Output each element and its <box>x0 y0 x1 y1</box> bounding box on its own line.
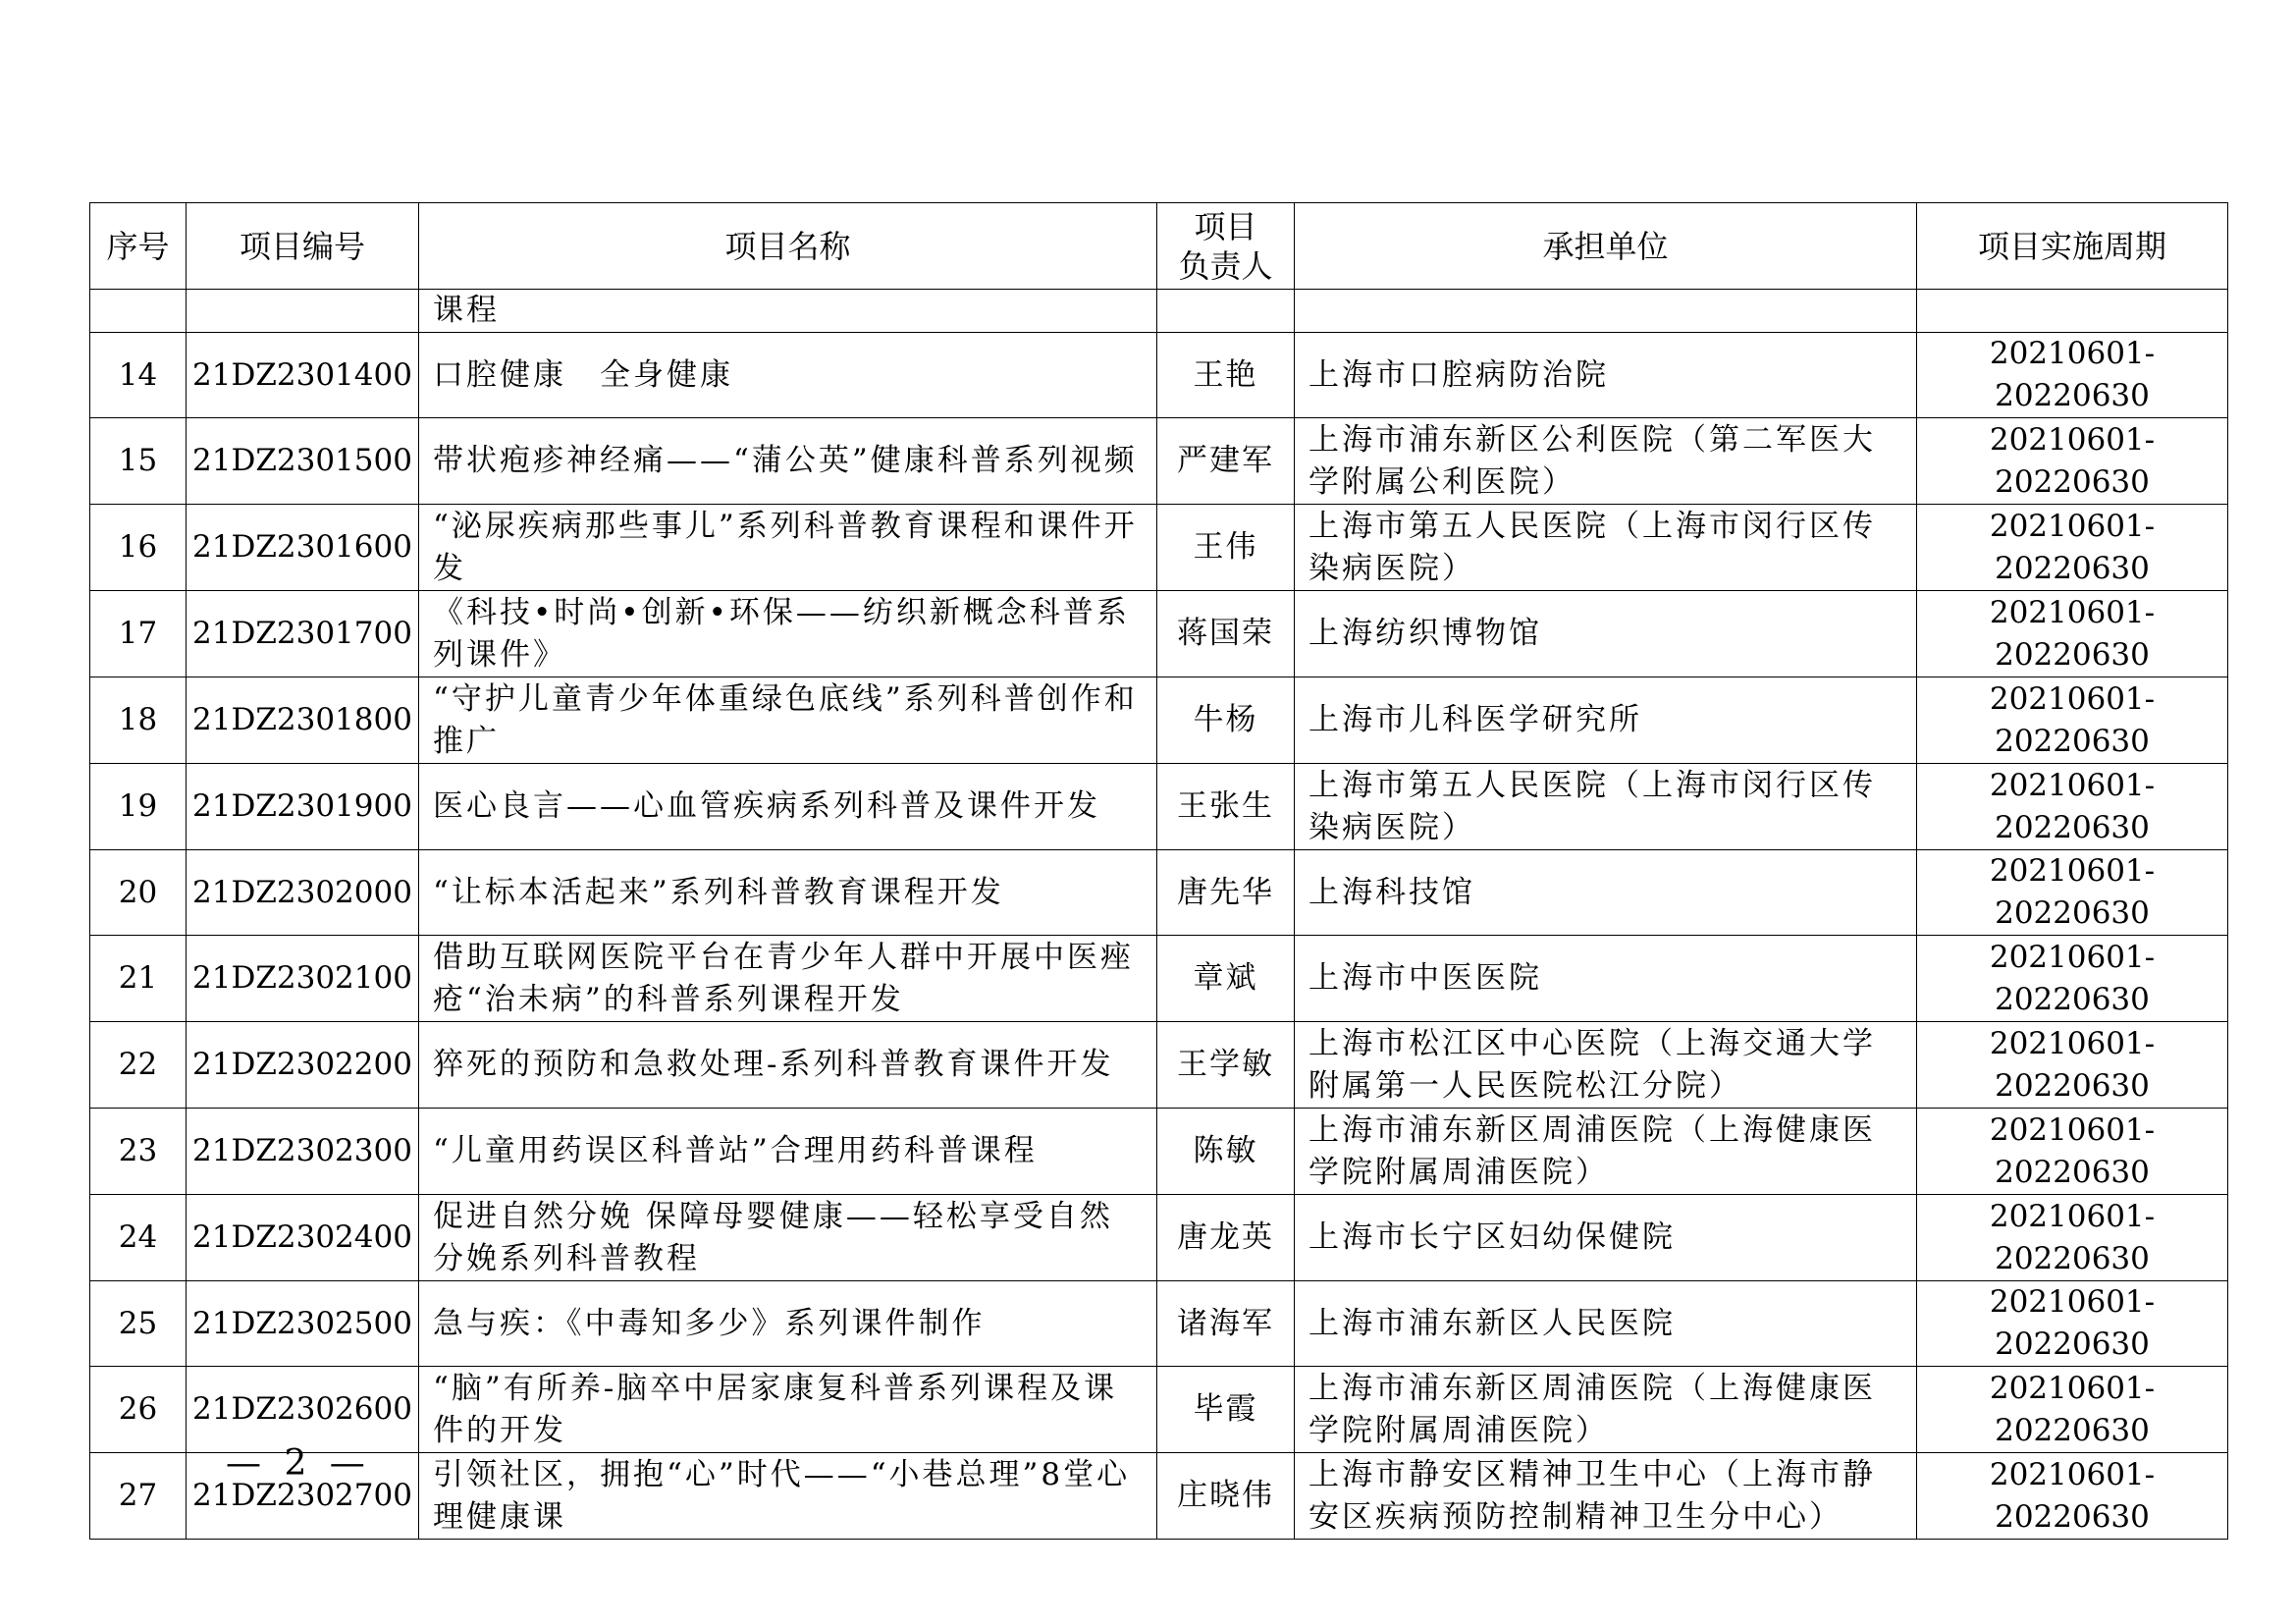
cell-code: 21DZ2302000 <box>187 850 419 936</box>
table-row <box>90 418 2228 505</box>
table-row-continuation <box>90 290 2228 333</box>
cell-period: 20210601-20220630 <box>1917 333 2228 418</box>
cell-code: 21DZ2302600 <box>187 1367 419 1453</box>
cell-leader <box>1157 290 1295 333</box>
cell-period: 20210601-20220630 <box>1917 1367 2228 1453</box>
cell-code: 21DZ2301400 <box>187 333 419 418</box>
cell-name: 口腔健康 全身健康 <box>419 333 1157 418</box>
cell-name: “儿童用药误区科普站”合理用药科普课程 <box>419 1109 1157 1195</box>
cell-leader: 王艳 <box>1157 333 1295 418</box>
cell-index: 25 <box>90 1281 187 1367</box>
cell-code: 21DZ2302400 <box>187 1195 419 1281</box>
table-body <box>90 290 2228 1540</box>
cell-index: 15 <box>90 418 187 505</box>
cell-period: 20210601-20220630 <box>1917 1281 2228 1367</box>
cell-leader: 蒋国荣 <box>1157 591 1295 677</box>
cell-period <box>1917 290 2228 333</box>
cell-leader: 王伟 <box>1157 505 1295 591</box>
cell-name: 引领社区，拥抱“心”时代——“小巷总理”8堂心理健康课 <box>419 1453 1157 1540</box>
cell-period: 20210601-20220630 <box>1917 1195 2228 1281</box>
cell-name: 课程 <box>419 290 1157 333</box>
header-org: 承担单位 <box>1295 203 1917 290</box>
table-row <box>90 1195 2228 1281</box>
header-code: 项目编号 <box>187 203 419 290</box>
cell-org: 上海市儿科医学研究所 <box>1295 677 1917 764</box>
cell-code: 21DZ2302500 <box>187 1281 419 1367</box>
cell-name: 借助互联网医院平台在青少年人群中开展中医痤疮“治未病”的科普系列课程开发 <box>419 936 1157 1022</box>
cell-leader: 唐龙英 <box>1157 1195 1295 1281</box>
cell-code: 21DZ2302200 <box>187 1022 419 1109</box>
cell-period: 20210601-20220630 <box>1917 850 2228 936</box>
cell-code: 21DZ2302300 <box>187 1109 419 1195</box>
table-row <box>90 1281 2228 1367</box>
table-row <box>90 850 2228 936</box>
page-number: — 2 — <box>226 1443 371 1484</box>
table-row <box>90 936 2228 1022</box>
header-leader <box>1157 203 1295 290</box>
cell-code: 21DZ2301500 <box>187 418 419 505</box>
cell-name: 猝死的预防和急救处理-系列科普教育课件开发 <box>419 1022 1157 1109</box>
table-row <box>90 1453 2228 1540</box>
cell-leader: 章斌 <box>1157 936 1295 1022</box>
cell-name: “泌尿疾病那些事儿”系列科普教育课程和课件开发 <box>419 505 1157 591</box>
cell-period: 20210601-20220630 <box>1917 764 2228 850</box>
cell-org: 上海市长宁区妇幼保健院 <box>1295 1195 1917 1281</box>
cell-org: 上海市中医医院 <box>1295 936 1917 1022</box>
cell-code: 21DZ2302100 <box>187 936 419 1022</box>
cell-leader: 王张生 <box>1157 764 1295 850</box>
cell-leader: 毕霞 <box>1157 1367 1295 1453</box>
cell-name: 促进自然分娩 保障母婴健康——轻松享受自然分娩系列科普教程 <box>419 1195 1157 1281</box>
cell-period: 20210601-20220630 <box>1917 936 2228 1022</box>
cell-index: 21 <box>90 936 187 1022</box>
cell-index: 20 <box>90 850 187 936</box>
table-row <box>90 505 2228 591</box>
cell-index: 14 <box>90 333 187 418</box>
cell-period: 20210601-20220630 <box>1917 1109 2228 1195</box>
cell-index: 17 <box>90 591 187 677</box>
table-row <box>90 1367 2228 1453</box>
table-row <box>90 677 2228 764</box>
cell-index: 24 <box>90 1195 187 1281</box>
cell-name: “守护儿童青少年体重绿色底线”系列科普创作和推广 <box>419 677 1157 764</box>
cell-leader: 王学敏 <box>1157 1022 1295 1109</box>
cell-code: 21DZ2301600 <box>187 505 419 591</box>
cell-org: 上海市浦东新区公利医院（第二军医大学附属公利医院） <box>1295 418 1917 505</box>
cell-index: 16 <box>90 505 187 591</box>
header-leader-line1: 项目 <box>1194 207 1257 245</box>
cell-org <box>1295 290 1917 333</box>
project-table <box>89 202 2228 1540</box>
cell-period: 20210601-20220630 <box>1917 505 2228 591</box>
table-row <box>90 333 2228 418</box>
cell-name: 医心良言——心血管疾病系列科普及课件开发 <box>419 764 1157 850</box>
table-header <box>90 203 2228 290</box>
cell-leader: 庄晓伟 <box>1157 1453 1295 1540</box>
cell-code: 21DZ2301900 <box>187 764 419 850</box>
cell-leader: 唐先华 <box>1157 850 1295 936</box>
cell-org: 上海市第五人民医院（上海市闵行区传染病医院） <box>1295 764 1917 850</box>
cell-org: 上海科技馆 <box>1295 850 1917 936</box>
cell-leader: 牛杨 <box>1157 677 1295 764</box>
cell-code: 21DZ2301700 <box>187 591 419 677</box>
cell-index: 27 <box>90 1453 187 1540</box>
cell-index: 23 <box>90 1109 187 1195</box>
cell-index: 22 <box>90 1022 187 1109</box>
cell-org: 上海纺织博物馆 <box>1295 591 1917 677</box>
cell-name: 带状疱疹神经痛——“蒲公英”健康科普系列视频 <box>419 418 1157 505</box>
cell-code: 21DZ2302700 <box>187 1453 419 1540</box>
cell-period: 20210601-20220630 <box>1917 418 2228 505</box>
cell-index: 26 <box>90 1367 187 1453</box>
cell-name: “脑”有所养-脑卒中居家康复科普系列课程及课件的开发 <box>419 1367 1157 1453</box>
cell-name: 《科技•时尚•创新•环保——纺织新概念科普系列课件》 <box>419 591 1157 677</box>
table-row <box>90 1109 2228 1195</box>
cell-leader: 严建军 <box>1157 418 1295 505</box>
header-name: 项目名称 <box>419 203 1157 290</box>
cell-leader: 诸海军 <box>1157 1281 1295 1367</box>
cell-index: 19 <box>90 764 187 850</box>
cell-org: 上海市浦东新区周浦医院（上海健康医学院附属周浦医院） <box>1295 1109 1917 1195</box>
cell-code: 21DZ2301800 <box>187 677 419 764</box>
cell-period: 20210601-20220630 <box>1917 677 2228 764</box>
cell-period: 20210601-20220630 <box>1917 591 2228 677</box>
table-row <box>90 764 2228 850</box>
cell-org: 上海市浦东新区人民医院 <box>1295 1281 1917 1367</box>
cell-org: 上海市松江区中心医院（上海交通大学附属第一人民医院松江分院） <box>1295 1022 1917 1109</box>
table-row <box>90 591 2228 677</box>
cell-period: 20210601-20220630 <box>1917 1453 2228 1540</box>
header-leader-line2: 负责人 <box>1178 246 1273 285</box>
header-index: 序号 <box>90 203 187 290</box>
cell-name: 急与疾：《中毒知多少》系列课件制作 <box>419 1281 1157 1367</box>
cell-name: “让标本活起来”系列科普教育课程开发 <box>419 850 1157 936</box>
cell-period: 20210601-20220630 <box>1917 1022 2228 1109</box>
cell-index <box>90 290 187 333</box>
cell-org: 上海市第五人民医院（上海市闵行区传染病医院） <box>1295 505 1917 591</box>
cell-index: 18 <box>90 677 187 764</box>
cell-leader: 陈敏 <box>1157 1109 1295 1195</box>
cell-org: 上海市静安区精神卫生中心（上海市静安区疾病预防控制精神卫生分中心） <box>1295 1453 1917 1540</box>
cell-org: 上海市口腔病防治院 <box>1295 333 1917 418</box>
header-period: 项目实施周期 <box>1917 203 2228 290</box>
cell-org: 上海市浦东新区周浦医院（上海健康医学院附属周浦医院） <box>1295 1367 1917 1453</box>
cell-code <box>187 290 419 333</box>
table-row <box>90 1022 2228 1109</box>
